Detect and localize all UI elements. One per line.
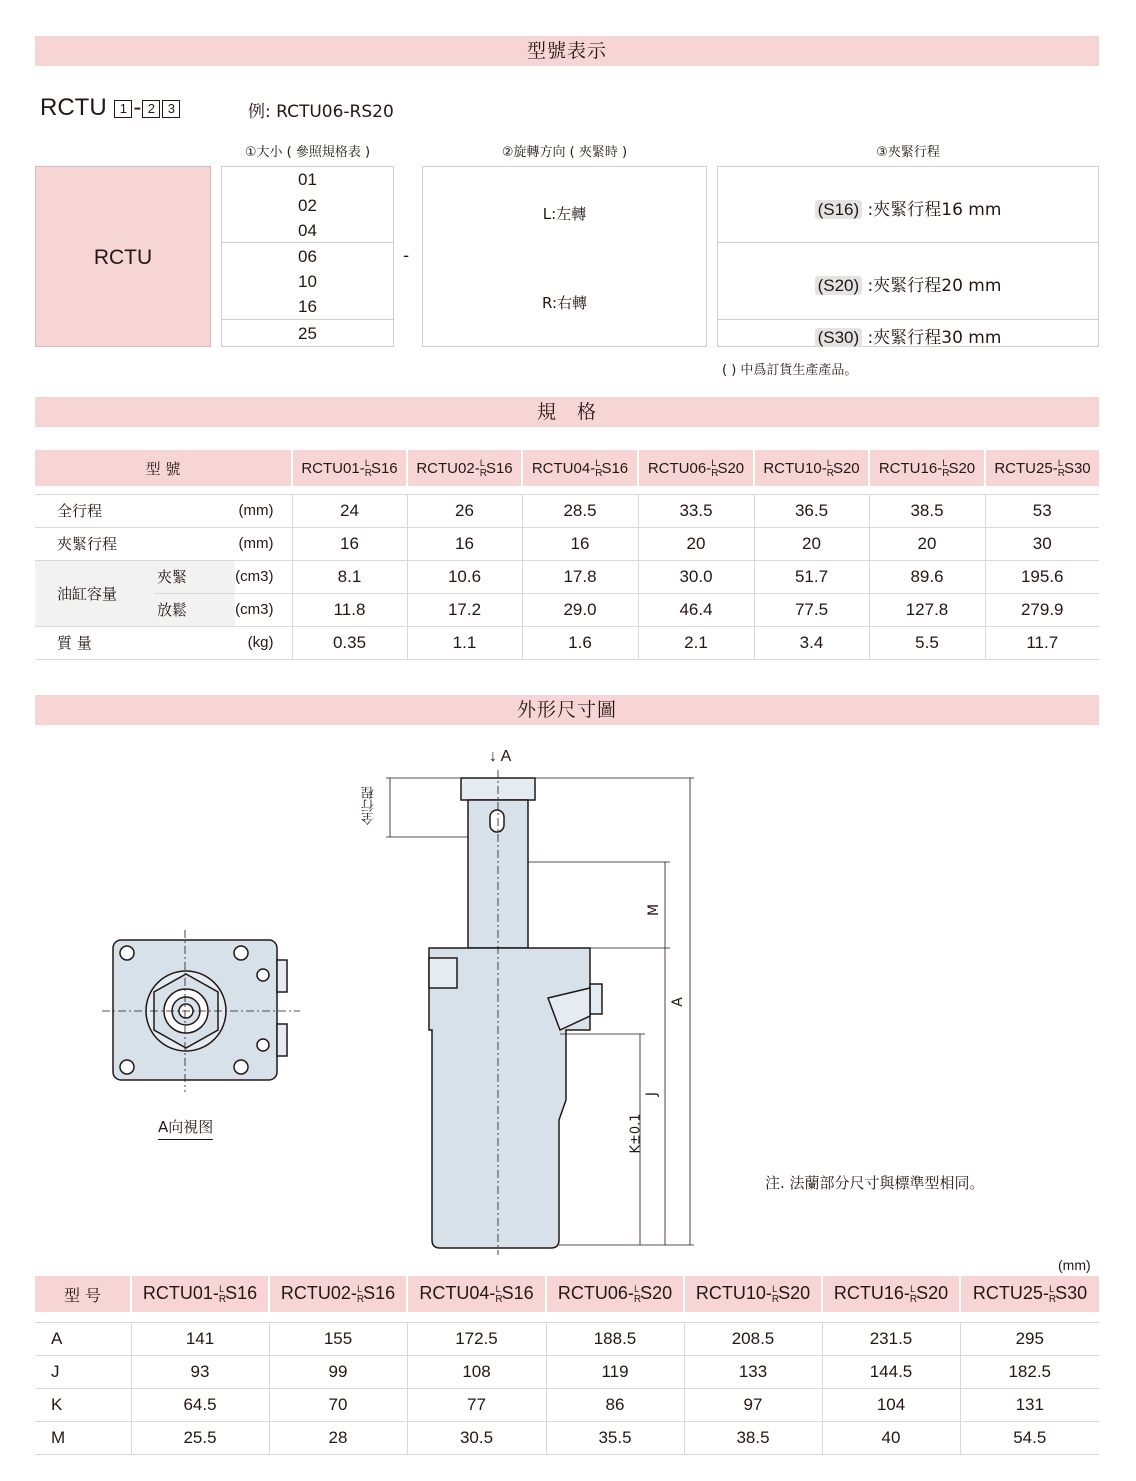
table-cell: 64.5: [131, 1388, 269, 1421]
table-cell: 208.5: [684, 1322, 822, 1355]
section-title-outline: 外形尺寸圖: [35, 695, 1099, 725]
a-view-caption: A向視图: [158, 1116, 213, 1140]
table-cell: 195.6: [985, 560, 1099, 593]
table-cell: 1.6: [522, 626, 638, 659]
table-cell: 35.5: [546, 1421, 684, 1454]
full-stroke-dim-label: 全行程: [362, 786, 377, 825]
table-cell: 0.35: [292, 626, 407, 659]
model-name-part: RCTU01-: [142, 1283, 219, 1303]
spec-table: [35, 450, 1099, 660]
unit-note: (mm): [1058, 1257, 1091, 1273]
model-col: [869, 450, 985, 486]
model-name-part: S20: [717, 459, 745, 477]
model-name-part: L: [711, 457, 717, 468]
table-cell: 133: [684, 1355, 822, 1388]
size-option: 02: [298, 196, 317, 215]
direction-header: ②旋轉方向 ( 夾緊時 ): [501, 145, 628, 160]
model-name-part: L: [1057, 457, 1063, 468]
model-col: [754, 450, 869, 486]
model-name-part: S20: [778, 1283, 811, 1303]
model-name-part: RCTU02-: [416, 459, 480, 477]
table-cell: 夾緊行程: [35, 527, 235, 560]
model-name-part: R: [218, 1294, 227, 1305]
model-name-part: RCTU04-: [419, 1283, 496, 1303]
table-cell: 20: [869, 527, 985, 560]
table-cell: 144.5: [822, 1355, 960, 1388]
stroke-code: (S16): [815, 200, 863, 219]
dim-header-row: [35, 1276, 1099, 1312]
table-cell: 33.5: [638, 494, 754, 527]
table-cell: 5.5: [869, 626, 985, 659]
table-cell: [35, 1312, 1099, 1322]
stroke-desc: :夾緊行程16 mm: [867, 200, 1002, 220]
divider: [718, 242, 1098, 243]
divider: [718, 319, 1098, 320]
table-cell: 188.5: [546, 1322, 684, 1355]
table-cell: 3.4: [754, 626, 869, 659]
model-col: [131, 1276, 269, 1312]
clamp-body-icon: [429, 778, 602, 1248]
a-view-icon: [113, 940, 287, 1080]
table-cell: 38.5: [684, 1421, 822, 1454]
model-name-part: L: [942, 457, 948, 468]
table-cell: A: [35, 1322, 131, 1355]
size-option: 01: [298, 170, 317, 189]
model-name-part: RCTU06-: [647, 459, 712, 477]
direction-options: [422, 166, 707, 347]
table-cell: 30.0: [638, 560, 754, 593]
model-col: [522, 450, 638, 486]
table-cell: 86: [546, 1388, 684, 1421]
table-row: [35, 1421, 1099, 1454]
stroke-option-s20: [718, 271, 1098, 296]
model-name-part: S16: [501, 1283, 534, 1303]
stroke-header: ③夾緊行程: [876, 145, 940, 160]
model-col: [960, 1276, 1099, 1312]
model-prefix: RCTU: [40, 94, 107, 121]
table-cell: 51.7: [754, 560, 869, 593]
model-name-part: L: [634, 1284, 640, 1294]
table-cell: (cm3): [235, 560, 292, 593]
stroke-option-s16: [718, 195, 1098, 220]
model-name-part: S16: [370, 459, 398, 477]
model-name-part: R: [826, 467, 834, 479]
model-name-part: R: [364, 467, 372, 479]
table-cell: 77: [407, 1388, 546, 1421]
table-cell: 24: [292, 494, 407, 527]
table-row: [35, 1322, 1099, 1355]
model-name-part: L: [1049, 1284, 1055, 1294]
model-name-part: S20: [916, 1283, 949, 1303]
model-name-part: S30: [1063, 459, 1091, 477]
model-name-part: RCTU01-: [301, 459, 365, 477]
table-cell: K: [35, 1388, 131, 1421]
table-cell: 2.1: [638, 626, 754, 659]
direction-left: L:左轉: [542, 205, 587, 223]
table-cell: 30: [985, 527, 1099, 560]
table-cell: 155: [269, 1322, 407, 1355]
table-cell: 25.5: [131, 1421, 269, 1454]
model-name-part: R: [1048, 1294, 1057, 1305]
table-cell: 119: [546, 1355, 684, 1388]
table-row: [35, 593, 1099, 626]
table-cell: 17.2: [407, 593, 522, 626]
table-cell: 99: [269, 1355, 407, 1388]
table-cell: 279.9: [985, 593, 1099, 626]
size-option: 16: [298, 297, 317, 316]
table-cell: 295: [960, 1322, 1099, 1355]
model-col: [638, 450, 754, 486]
table-cell: 182.5: [960, 1355, 1099, 1388]
table-row: [35, 560, 1099, 593]
model-name-part: R: [771, 1294, 780, 1305]
table-cell: M: [35, 1421, 131, 1454]
model-name-part: L: [357, 1284, 363, 1294]
table-row: [35, 1355, 1099, 1388]
model-name-part: R: [909, 1294, 918, 1305]
table-cell: 11.7: [985, 626, 1099, 659]
model-name-part: RCTU16-: [833, 1283, 910, 1303]
model-name-part: RCTU02-: [280, 1283, 357, 1303]
table-cell: 131: [960, 1388, 1099, 1421]
model-name-part: R: [595, 467, 603, 479]
model-name-part: S20: [640, 1283, 673, 1303]
dim-j-label: J: [644, 1091, 661, 1097]
table-row: [35, 1388, 1099, 1421]
section-title-spec: 規 格: [35, 397, 1099, 427]
table-cell: 36.5: [754, 494, 869, 527]
table-row: [35, 626, 1099, 659]
table-cell: 231.5: [822, 1322, 960, 1355]
option-box-2: 2: [142, 100, 160, 118]
model-name-part: RCTU04-: [531, 459, 596, 477]
table-cell: 54.5: [960, 1421, 1099, 1454]
stroke-option-s30: [718, 323, 1098, 348]
model-name-part: S16: [485, 459, 513, 477]
stroke-code: (S30): [815, 328, 863, 347]
model-name-part: RCTU10-: [763, 459, 827, 477]
model-col: [269, 1276, 407, 1312]
table-cell: 89.6: [869, 560, 985, 593]
model-example: 例: RCTU06-RS20: [248, 102, 394, 122]
model-name-part: S16: [225, 1283, 258, 1303]
model-name-part: R: [479, 467, 487, 479]
table-cell: 20: [638, 527, 754, 560]
table-cell: 夾緊: [155, 560, 235, 593]
model-name-part: R: [356, 1294, 365, 1305]
table-cell: 38.5: [869, 494, 985, 527]
size-options: [221, 166, 394, 347]
model-name-part: L: [772, 1284, 778, 1294]
table-cell: 質 量: [35, 626, 235, 659]
table-cell: 29.0: [522, 593, 638, 626]
model-name-part: S20: [948, 459, 976, 477]
table-cell: 93: [131, 1355, 269, 1388]
table-cell: 17.8: [522, 560, 638, 593]
size-option: 10: [298, 272, 317, 291]
model-name-part: R: [495, 1294, 503, 1305]
dim-a-label: A: [669, 997, 686, 1007]
table-cell: 172.5: [407, 1322, 546, 1355]
table-cell: 70: [269, 1388, 407, 1421]
table-cell: (mm): [235, 527, 292, 560]
option-box-3: 3: [162, 100, 180, 118]
table-cell: 放鬆: [155, 593, 235, 626]
model-col: [407, 450, 522, 486]
table-cell: [35, 486, 1099, 494]
table-cell: 46.4: [638, 593, 754, 626]
table-cell: 全行程: [35, 494, 235, 527]
stroke-options: [717, 166, 1099, 347]
table-cell: 127.8: [869, 593, 985, 626]
table-cell: 28: [269, 1421, 407, 1454]
table-cell: 8.1: [292, 560, 407, 593]
table-cell: (cm3): [235, 593, 292, 626]
model-name-part: L: [479, 457, 485, 468]
table-cell: 16: [292, 527, 407, 560]
model-name-part: S20: [832, 459, 860, 477]
dim-m-label: M: [646, 903, 663, 917]
section-title-model: 型號表示: [35, 36, 1099, 66]
table-cell: 30.5: [407, 1421, 546, 1454]
table-cell: 53: [985, 494, 1099, 527]
model-name-part: RCTU06-: [557, 1283, 634, 1303]
model-name-part: R: [942, 467, 950, 479]
model-name-part: RCTU10-: [695, 1283, 772, 1303]
table-cell: 40: [822, 1421, 960, 1454]
model-col: [684, 1276, 822, 1312]
table-cell: (mm): [235, 494, 292, 527]
order-note: ( ) 中爲訂貨生產產品。: [722, 363, 858, 378]
stroke-code: (S20): [815, 276, 863, 295]
flange-note: 注. 法蘭部分尺寸與標準型相同。: [765, 1174, 985, 1192]
model-name-part: S30: [1055, 1283, 1088, 1303]
option-box-1: 1: [114, 100, 132, 118]
model-col: [407, 1276, 546, 1312]
model-name-part: L: [826, 457, 832, 468]
model-col: [985, 450, 1099, 486]
table-cell: 77.5: [754, 593, 869, 626]
table-row: [35, 527, 1099, 560]
model-dash: -: [133, 94, 142, 121]
divider: [222, 242, 393, 243]
table-cell: 108: [407, 1355, 546, 1388]
table-cell: 10.6: [407, 560, 522, 593]
table-cell: 油缸容量: [35, 560, 155, 626]
table-cell: 16: [407, 527, 522, 560]
table-cell: J: [35, 1355, 131, 1388]
model-name-part: L: [910, 1284, 916, 1294]
stroke-desc: :夾緊行程20 mm: [867, 276, 1002, 296]
table-row: [35, 494, 1099, 527]
stroke-desc: :夾緊行程30 mm: [867, 328, 1002, 348]
table-cell: 20: [754, 527, 869, 560]
dimension-table: [35, 1276, 1099, 1455]
size-header: ①大小 ( 參照規格表 ): [244, 145, 371, 160]
model-name-part: L: [219, 1284, 225, 1294]
table-cell: 1.1: [407, 626, 522, 659]
model-col: [822, 1276, 960, 1312]
model-name-part: RCTU25-: [972, 1283, 1049, 1303]
divider: [222, 319, 393, 320]
model-col: [546, 1276, 684, 1312]
base-model-box: RCTU: [35, 166, 211, 347]
separator-dash: -: [403, 246, 410, 266]
table-cell: 97: [684, 1388, 822, 1421]
model-name-part: L: [364, 457, 370, 468]
model-name-part: R: [633, 1294, 642, 1305]
size-option: 04: [298, 221, 317, 240]
size-option: 25: [298, 324, 317, 343]
table-cell: 16: [522, 527, 638, 560]
view-arrow-label: ↓ A: [489, 748, 512, 765]
model-name-part: R: [1057, 467, 1065, 479]
table-cell: (kg): [235, 626, 292, 659]
table-cell: 141: [131, 1322, 269, 1355]
dim-k-label: K±0.1: [628, 1113, 644, 1154]
table-cell: 26: [407, 494, 522, 527]
table-cell: 28.5: [522, 494, 638, 527]
table-cell: 11.8: [292, 593, 407, 626]
dim-header-label: 型 号: [35, 1276, 131, 1312]
model-name-part: RCTU25-: [994, 459, 1058, 477]
model-name-part: RCTU16-: [878, 459, 943, 477]
spec-header-row: [35, 450, 1099, 486]
spec-header-label: 型 號: [35, 450, 292, 486]
size-option: 06: [298, 247, 317, 266]
table-cell: 104: [822, 1388, 960, 1421]
model-col: [292, 450, 407, 486]
model-name-part: R: [711, 467, 719, 479]
direction-right: R:右轉: [541, 294, 587, 312]
model-name-part: S16: [601, 459, 629, 477]
model-code: [40, 94, 181, 122]
model-name-part: L: [595, 457, 601, 468]
model-name-part: S16: [363, 1283, 396, 1303]
model-name-part: L: [495, 1284, 501, 1294]
